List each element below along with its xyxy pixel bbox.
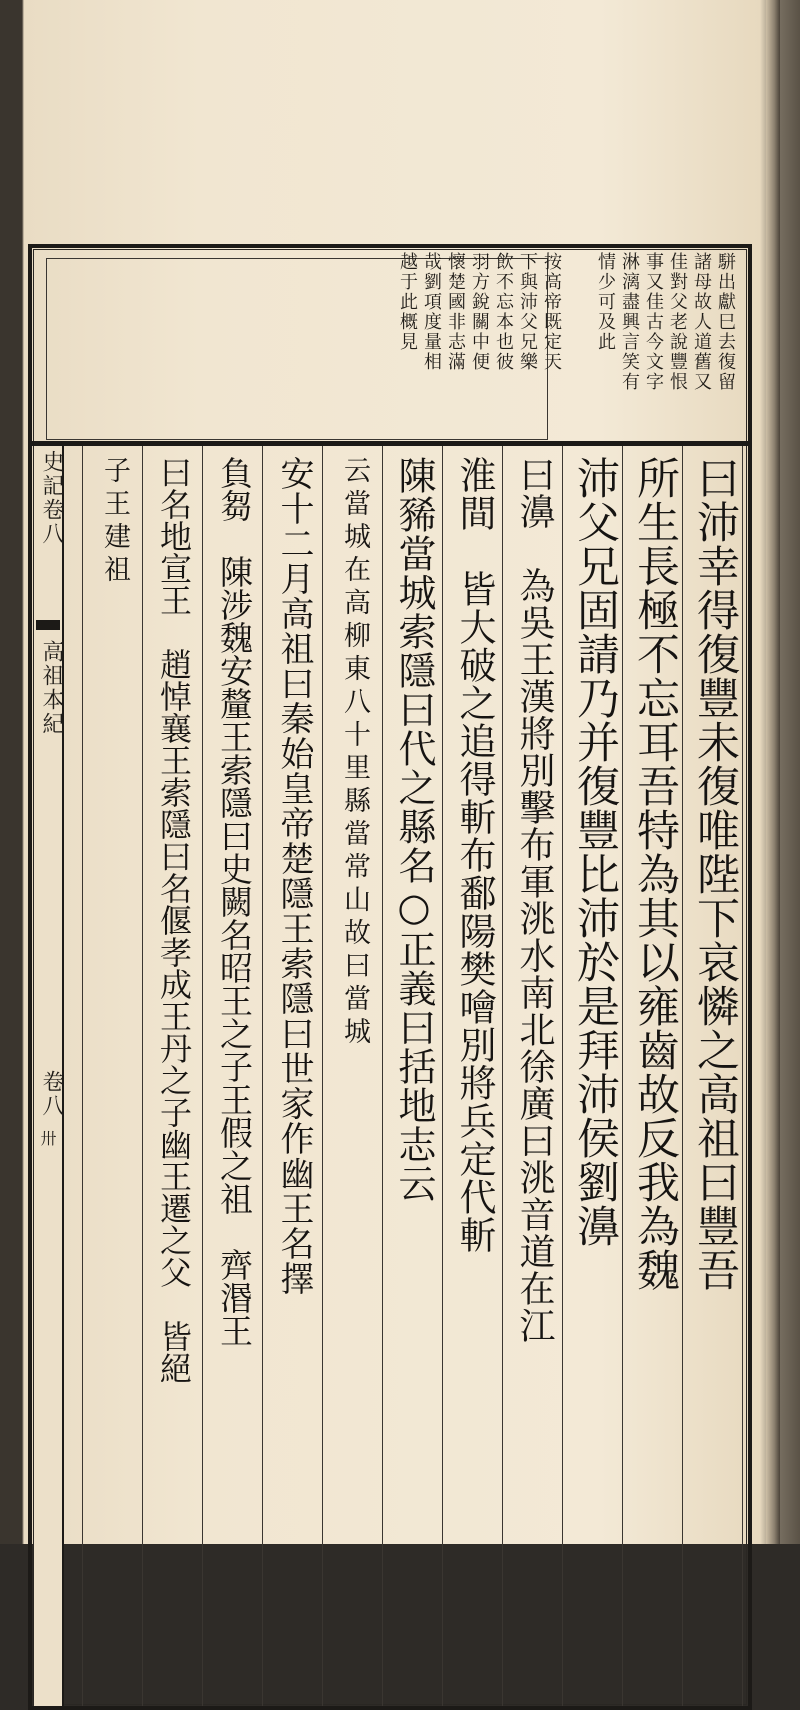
column-rule: [382, 446, 383, 1706]
text-column-5: 淮間 皆大破之追得斬布鄱陽樊噲別將兵定代斬: [453, 456, 496, 1254]
text-column-9: 負芻 陳涉魏安釐王索隱曰史闕名昭王之子王假之祖 齊湣王: [215, 456, 254, 1347]
header-note-12: 哉劉項度量相: [421, 252, 442, 372]
header-note-2: 諸母故人道舊又: [691, 252, 712, 392]
column-rule: [322, 446, 323, 1706]
header-note-9: 飲不忘本也彼: [493, 252, 514, 372]
header-note-5: 淋漓盡興言笑有: [619, 252, 640, 392]
page-fold: [766, 0, 780, 1544]
column-rule: [562, 446, 563, 1706]
header-note-4: 事又佳古今文字: [643, 252, 664, 392]
text-column-3: 沛父兄固請乃并復豐比沛於是拜沛侯劉濞: [570, 456, 620, 1248]
text-column-7: 云當城在高柳東八十里縣當常山故曰當城: [339, 456, 370, 1050]
header-note-13: 越于此概見: [397, 252, 418, 352]
column-rule: [442, 446, 443, 1706]
column-rule: [202, 446, 203, 1706]
header-note-1: 駢出獻巳去復留: [715, 252, 736, 392]
header-note-11: 懷楚國非志滿: [445, 252, 466, 372]
header-note-3: 佳對父老說豐恨: [667, 252, 688, 392]
fish-tail-mark: [36, 620, 60, 630]
margin-juan: 卷八: [39, 1070, 64, 1118]
text-column-6: 陳豨當城索隱曰代之縣名○正義曰括地志云: [392, 456, 436, 1203]
column-rule: [262, 446, 263, 1706]
text-column-2: 所生長極不忘耳吾特為其以雍齒故反我為魏: [630, 456, 680, 1292]
column-rule: [502, 446, 503, 1706]
header-note-8: 下與沛父兄樂: [517, 252, 538, 372]
column-rule: [142, 446, 143, 1706]
column-rule: [82, 446, 83, 1706]
margin-leaf-number: 卅: [38, 1130, 57, 1148]
header-note-10: 羽方銳關中便: [469, 252, 490, 372]
text-column-8: 安十二月高祖曰秦始皇帝楚隱王索隱曰世家作幽王名擇: [274, 456, 314, 1296]
text-column-1: 曰沛幸得復豐未復唯陛下哀憐之高祖曰豐吾: [690, 456, 740, 1292]
text-column-10: 曰名地宣王 趙悼襄王索隱曰名偃孝成王丹之子幽王遷之父 皆絕: [155, 456, 193, 1384]
text-column-4: 曰濞 為吳王漢將別擊布軍洮水南北徐廣曰洮音道在江: [514, 456, 555, 1344]
text-column-11: 子王建祖: [99, 456, 130, 588]
margin-book-title: 史記卷八: [39, 450, 64, 546]
margin-chapter-title: 高祖本紀: [39, 640, 64, 736]
header-note-7: 按高帝既定天: [541, 252, 562, 372]
header-note-6: 情少可及此: [595, 252, 616, 352]
